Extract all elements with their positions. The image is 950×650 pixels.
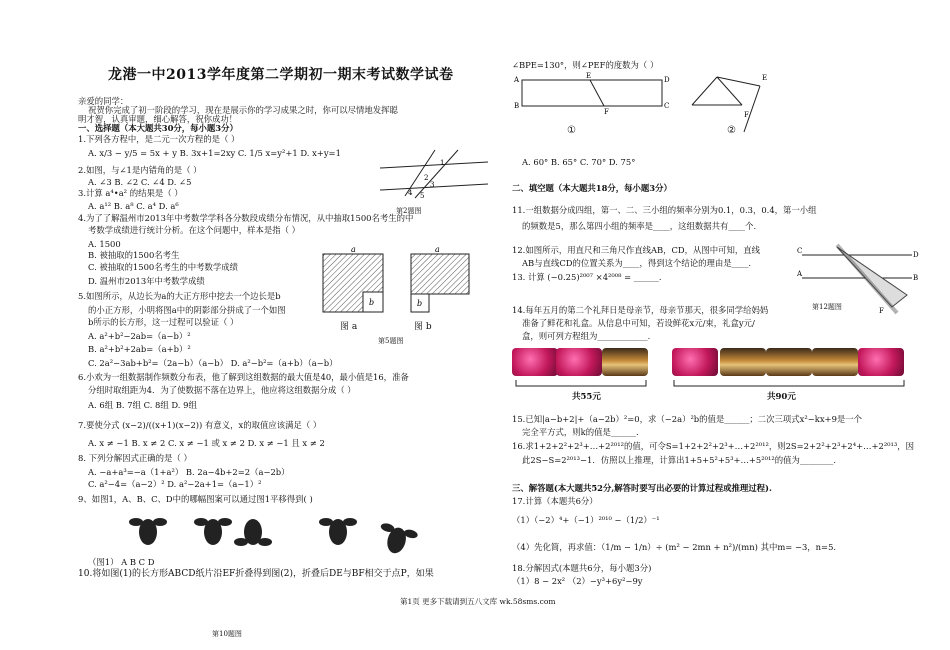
intro-line-2: 明才智，认真审题，细心解答，祝你成功！ [78,114,238,124]
svg-text:5: 5 [420,192,425,200]
gift-box-image [766,348,812,376]
svg-text:F: F [879,307,884,315]
question-5-options-cd: C. 2a²−3ab+b²=（2a−b）（a−b） D. a²−b²=（a+b）（a−b） [88,358,338,368]
section-choice: 一、选择题（本大题共30分，每小题3分） [78,123,238,133]
question-12-line-2: AB与直线CD的位置关系为____，得到这个结论的理由是____. [522,258,751,268]
figure-q12-caption: 第12题图 [812,303,842,311]
question-15-line-2: 完全平方式，则k的值是______. [522,427,639,437]
question-5-line-2: 的小正方形，小明将图a中的阴影部分拼成了一个如图 [88,305,286,315]
price-label-2: 共90元 [767,392,796,402]
flower-image [556,348,602,376]
figure-q10-label-2: ② [727,125,736,136]
figure-q10-caption: 第10题图 [212,630,242,638]
question-1-options: A. x/3 − y/5 = 5x + y B. 3x+1=2xy C. 1/5 x=y²+1 D. x+y=1 [88,148,341,158]
right-column [512,0,932,650]
question-1: 1.下列各方程中，是二元一次方程的是（ ） [78,134,240,144]
question-12-line-1: 12.如图所示，用直尺和三角尺作直线AB，CD，从图中可知，直线 [512,245,761,255]
question-11-line-2: 的频数是5，那么第四小组的频率是____，这组数据共有____个. [522,221,757,231]
svg-text:D: D [913,251,919,259]
question-7: 7.要使分式 (x−2)/((x+1)(x−2)) 有意义，x的取值应该满足（ ） [78,420,322,430]
page-footer: 第1页 更多下载请到五八文库 wk.58sms.com [400,597,556,606]
gift-box-image [602,348,648,376]
svg-text:D: D [664,76,670,84]
question-18-parts: （1）8 − 2x² （2）−y³+6y²−9y [512,576,643,586]
svg-text:4: 4 [408,189,413,197]
svg-text:C: C [797,247,803,255]
figure-q5-caption: 第5题图 [378,337,404,345]
question-17-part-1: （1）（−2）⁴+（−1）²⁰¹⁰ −（1/2）⁻¹ [512,515,660,525]
question-3-options: A. a¹² B. a⁸ C. a⁴ D. a⁶ [88,201,179,211]
svg-text:E: E [586,72,592,80]
question-8-options-ab: A. −a+a³=−a（1+a²） B. 2a−4b+2=2（a−2b） [88,467,290,477]
flower-image [512,348,558,376]
question-6-options: A. 6组 B. 7组 C. 8组 D. 9组 [88,400,197,410]
bee-option-a [194,518,232,545]
svg-text:B: B [514,102,520,110]
question-9: 9、如图1，A、B、C、D中的哪幅图案可以通过图1平移得到( ) [78,494,313,504]
figure-q5-label-a: 图 a [340,322,358,332]
svg-text:b: b [417,299,423,308]
question-13: 13. 计算 (−0.25)²⁰⁰⁷ ×4²⁰⁰⁸ = ______. [512,272,662,282]
flower-image [672,348,718,376]
figure-q2 [380,150,490,200]
svg-text:A: A [514,76,520,84]
left-column [78,0,498,650]
question-6-line-1: 6.小欢为一组数据制作频数分布表，他了解到这组数据的最大值是40，最小值是16，准备 [78,372,409,382]
question-16-line-1: 16.求1+2+2²+2³+…+2²⁰¹²的值，可令S=1+2+2²+2³+…+2²⁰¹²，则2S=2+2²+2³+2⁴+…+2²⁰¹³，因 [512,441,915,451]
svg-text:F: F [744,111,749,119]
svg-text:a: a [435,245,440,254]
greeting: 亲爱的同学： [78,96,129,106]
question-5-line-3: b所示的长方形，这一过程可以验证（ ） [88,317,239,327]
question-4-line-1: 4.为了了解温州市2013年中考数学学科各分数段成绩分布情况，从中抽取1500名考生的中 [78,213,414,223]
bee-option-d [375,522,419,558]
question-14-line-2: 准备了鲜花和礼盒。从信息中可知，若设鲜花x元/束，礼盒y元/ [522,318,755,328]
question-3: 3.计算 a⁴•a² 的结果是（ ） [78,188,183,198]
question-18: 18.分解因式(本题共6分，每小题3分) [512,563,652,573]
question-8-options-cd: C. a²−4=（a−2）² D. a²−2a+1=（a−1）² [88,479,262,489]
svg-text:3: 3 [430,181,435,189]
svg-text:a: a [351,245,356,254]
svg-text:F: F [604,108,609,116]
question-4-option-c: C. 被抽取的1500名考生的中考数学成绩 [88,262,238,272]
question-15-line-1: 15.已知|a−b+2|+（a−2b）²=0，求（−2a）²b的值是______；二次三项式x²−kx+9是一个 [512,414,863,424]
svg-text:A: A [797,270,803,278]
bee-option-b [234,519,272,546]
question-2: 2.如图，与∠1是内错角的是（ ） [78,165,202,175]
question-2-options: A. ∠3 B. ∠2 C. ∠4 D. ∠5 [88,177,192,187]
gift-box-image [720,348,766,376]
question-5-option-a: A. a²+b²−2ab=（a−b）² [88,331,191,341]
question-4-line-2: 考数学成绩进行统计分析。在这个问题中，样本是指（ ） [88,225,301,235]
question-9-labels: （图1） A B C D [88,557,155,567]
question-4-option-a: A. 1500 [88,239,121,249]
bee-option-c [319,518,357,545]
question-5-line-1: 5.如图所示，从边长为a的大正方形中挖去一个边长是b [78,291,281,301]
bee-figure-1 [129,518,167,545]
svg-text:C: C [664,102,670,110]
exam-title: 龙港一中2013学年度第二学期初一期末考试数学试卷 [108,67,454,83]
svg-text:E: E [762,74,768,82]
figure-q2-caption: 第2题图 [396,207,422,215]
question-10-continued: ∠BPE=130°，则∠PEF的度数为（ ） [512,60,659,70]
question-7-options: A. x ≠ −1 B. x ≠ 2 C. x ≠ −1 或 x ≠ 2 D. x ≠ −1 且 x ≠ 2 [88,438,325,448]
intro-line-1: 祝贺你完成了初一阶段的学习，现在是展示你的学习成果之时，你可以尽情地发挥聪 [88,105,398,115]
svg-text:1: 1 [440,159,445,167]
question-10-options: A. 60° B. 65° C. 70° D. 75° [522,157,636,167]
gift-box-image [812,348,858,376]
price-label-1: 共55元 [572,392,601,402]
svg-text:b: b [369,298,375,307]
question-14-line-3: 盒，则可列方程组为____________. [522,331,651,341]
question-6-line-2: 分组时取组距为4．为了使数据不落在边界上，他应将这组数据分成（ ） [88,385,356,395]
question-4-option-d: D. 温州市2013年中考数学成绩 [88,276,205,286]
svg-text:2: 2 [424,174,429,182]
question-16-line-2: 此2S−S=2²⁰¹³−1．仿照以上推理，计算出1+5+5²+5³+…+5²⁰¹²的值为________. [522,455,836,465]
question-10: 10.将如图(1)的长方形ABCD纸片沿EF折叠得到图(2)，折叠后DE与BF相交于点P，如果 [78,569,434,579]
section-fill: 二、填空题（本大题共18分，每小题3分） [512,183,672,193]
question-8: 8. 下列分解因式正确的是（ ） [78,453,192,463]
question-5-option-b: B. a²+b²+2ab=（a+b）² [88,344,191,354]
question-17: 17.计算（本题共6分） [512,496,598,506]
section-solve: 三、解答题(本大题共52分,解答时要写出必要的计算过程或推理过程). [512,483,772,493]
figure-q9-bees [128,510,458,555]
question-17-part-4: （4）先化简，再求值：（1/m − 1/n）÷ (m² − 2mn + n²)/(mn) 其中m= −3，n=5. [512,542,837,552]
flower-image [858,348,904,376]
question-14-line-1: 14.每年五月的第二个礼拜日是母亲节，母亲节那天，很多同学给妈妈 [512,305,769,315]
figure-q10-label-1: ① [567,125,576,136]
svg-text:B: B [913,274,919,282]
question-4-option-b: B. 被抽取的1500名考生 [88,250,180,260]
figure-q5-label-b: 图 b [414,322,432,332]
figure-q10 [512,72,768,132]
question-11-line-1: 11.一组数据分成四组，第一、二、三小组的频率分别为0.1，0.3，0.4，第一小组 [512,205,817,215]
